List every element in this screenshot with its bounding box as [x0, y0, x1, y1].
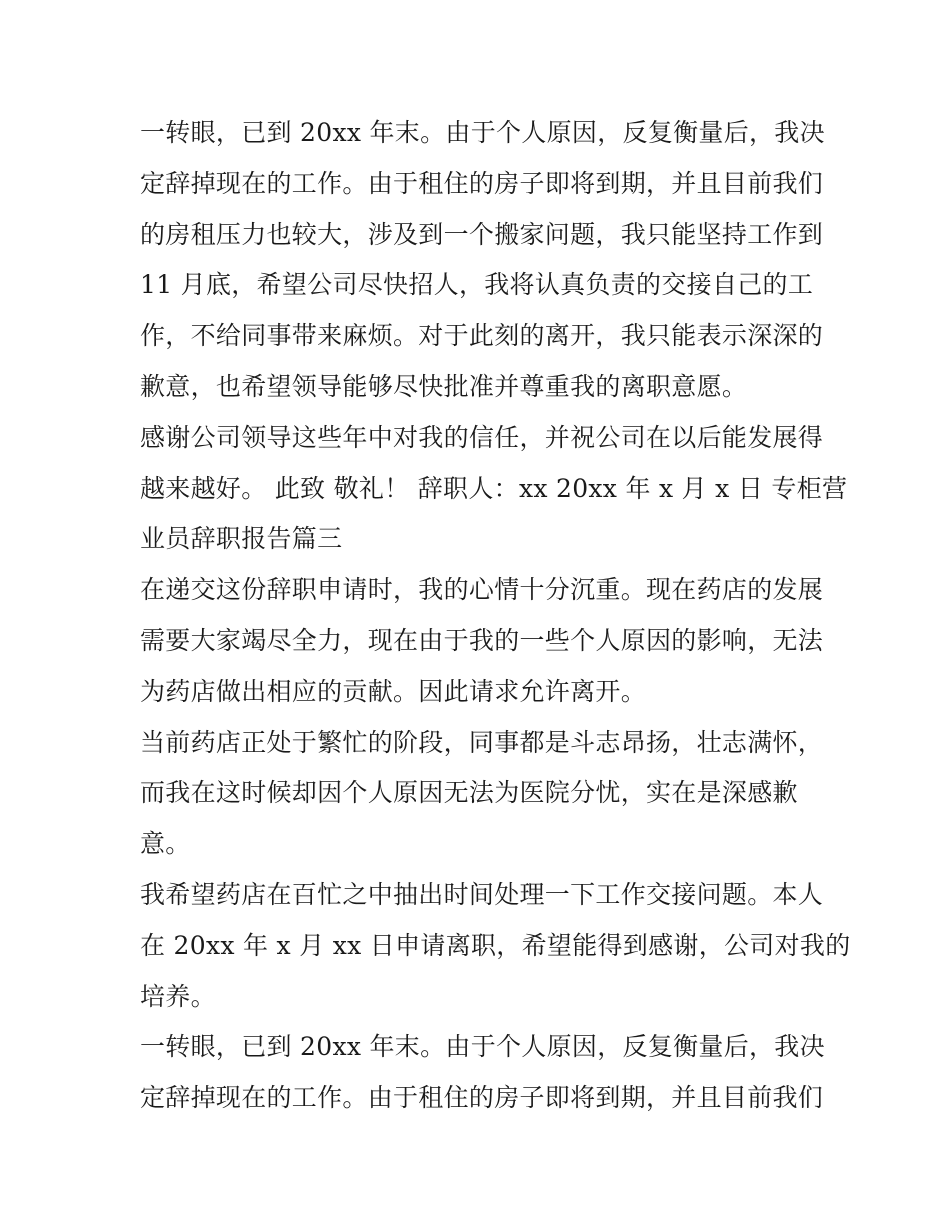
text-line: 感谢公司领导这些年中对我的信任，并祝公司在以后能发展得	[140, 422, 824, 452]
text-line: 意。	[140, 829, 191, 859]
text-line: 越来越好。 此致 敬礼！ 辞职人：xx 20xx 年 x 月 x 日 专柜营	[140, 473, 848, 503]
text-line: 而我在这时候却因个人原因无法为医院分忧，实在是深感歉	[140, 778, 798, 808]
text-line: 定辞掉现在的工作。由于租住的房子即将到期，并且目前我们	[140, 1083, 824, 1113]
text-line: 培养。	[140, 981, 216, 1011]
text-line: 一转眼，已到 20xx 年末。由于个人原因，反复衡量后，我决	[140, 1032, 825, 1062]
text-line: 为药店做出相应的贡献。因此请求允许离开。	[140, 676, 647, 706]
text-line: 需要大家竭尽全力，现在由于我的一些个人原因的影响，无法	[140, 625, 824, 655]
text-line: 业员辞职报告篇三	[140, 524, 343, 554]
text-line: 当前药店正处于繁忙的阶段，同事都是斗志昂扬，壮志满怀，	[140, 727, 824, 757]
text-line: 歉意，也希望领导能够尽快批准并尊重我的离职意愿。	[140, 371, 748, 401]
text-line: 定辞掉现在的工作。由于租住的房子即将到期，并且目前我们	[140, 168, 824, 198]
text-line: 一转眼，已到 20xx 年末。由于个人原因，反复衡量后，我决	[140, 118, 825, 147]
text-line: 我希望药店在百忙之中抽出时间处理一下工作交接问题。本人	[140, 879, 824, 909]
document-body	[140, 108, 851, 1124]
text-line: 的房租压力也较大，涉及到一个搬家问题，我只能坚持工作到	[140, 219, 824, 249]
text-line: 在递交这份辞职申请时，我的心情十分沉重。现在药店的发展	[140, 575, 824, 605]
text-line: 11 月底，希望公司尽快招人，我将认真负责的交接自己的工	[140, 270, 814, 300]
text-line: 在 20xx 年 x 月 xx 日申请离职，希望能得到感谢，公司对我的	[140, 930, 851, 960]
text-line: 作，不给同事带来麻烦。对于此刻的离开，我只能表示深深的	[140, 321, 824, 351]
